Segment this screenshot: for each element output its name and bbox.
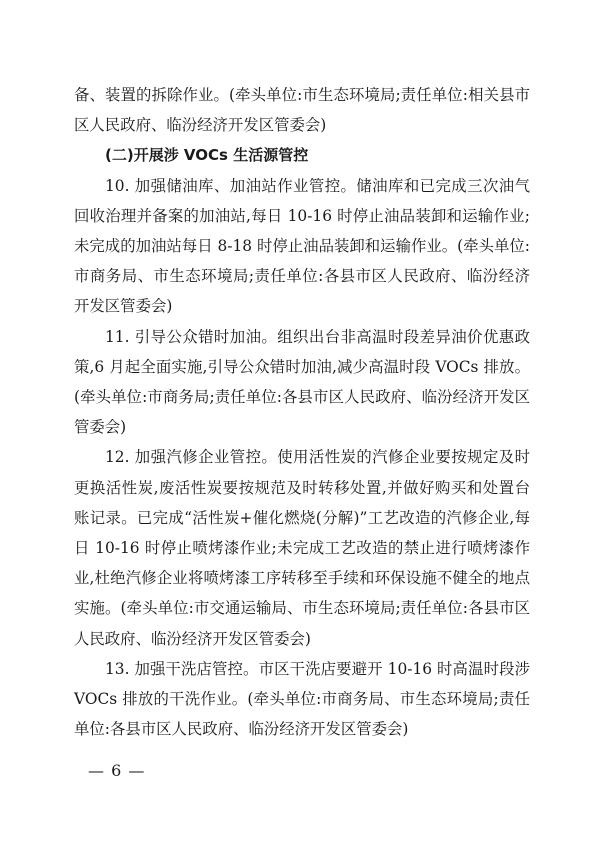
page-number: — 6 — bbox=[88, 761, 146, 780]
section-heading: (二)开展涉 VOCs 生活源管控 bbox=[105, 146, 309, 165]
item-13-paragraph: 13. 加强干洗店管控。市区干洗店要避开 10-16 时高温时段涉 VOCs 排放的干洗作业。(牵头单位:市商务局、市生态环境局;责任单位:各县市区人民政府、临汾经济开发区管委会) bbox=[74, 659, 530, 739]
item-12-paragraph: 12. 加强汽修企业管控。使用活性炭的汽修企业要按规定及时更换活性炭,废活性炭要按规范及时转移处置,并做好购买和处置台账记录。已完成“活性炭+催化燃烧(分解)”工艺改造的汽修企业,每日 10-16 时停止喷烤漆作业;未完成工艺改造的禁止进行喷烤漆作业,杜绝汽修企业将喷烤漆工序转移至手续和环保设施不健全的地点实施。(牵头单位:市交通运输局、市生态环境局;责任单位:各县市区人民政府、临汾经济开发区管委会) bbox=[74, 448, 530, 648]
item-11-paragraph: 11. 引导公众错时加油。组织出台非高温时段差异油价优惠政策,6 月起全面实施,引导公众错时加油,减少高温时段 VOCs 排放。(牵头单位:市商务局;责任单位:各县市区人民政府、临汾经济开发区管委会) bbox=[74, 327, 530, 437]
item-10-paragraph: 10. 加强储油库、加油站作业管控。储油库和已完成三次油气回收治理并备案的加油站,每日 10-16 时停止油品装卸和运输作业;未完成的加油站每日 8-18 时停止油品装卸和运输作业。(牵头单位:市商务局、市生态环境局;责任单位:各县市区人民政府、临汾经济开发区管委会) bbox=[74, 176, 530, 316]
body-text bbox=[74, 80, 530, 744]
continuation-paragraph: 备、装置的拆除作业。(牵头单位:市生态环境局;责任单位:相关县市区人民政府、临汾经济开发区管委会) bbox=[74, 86, 530, 135]
